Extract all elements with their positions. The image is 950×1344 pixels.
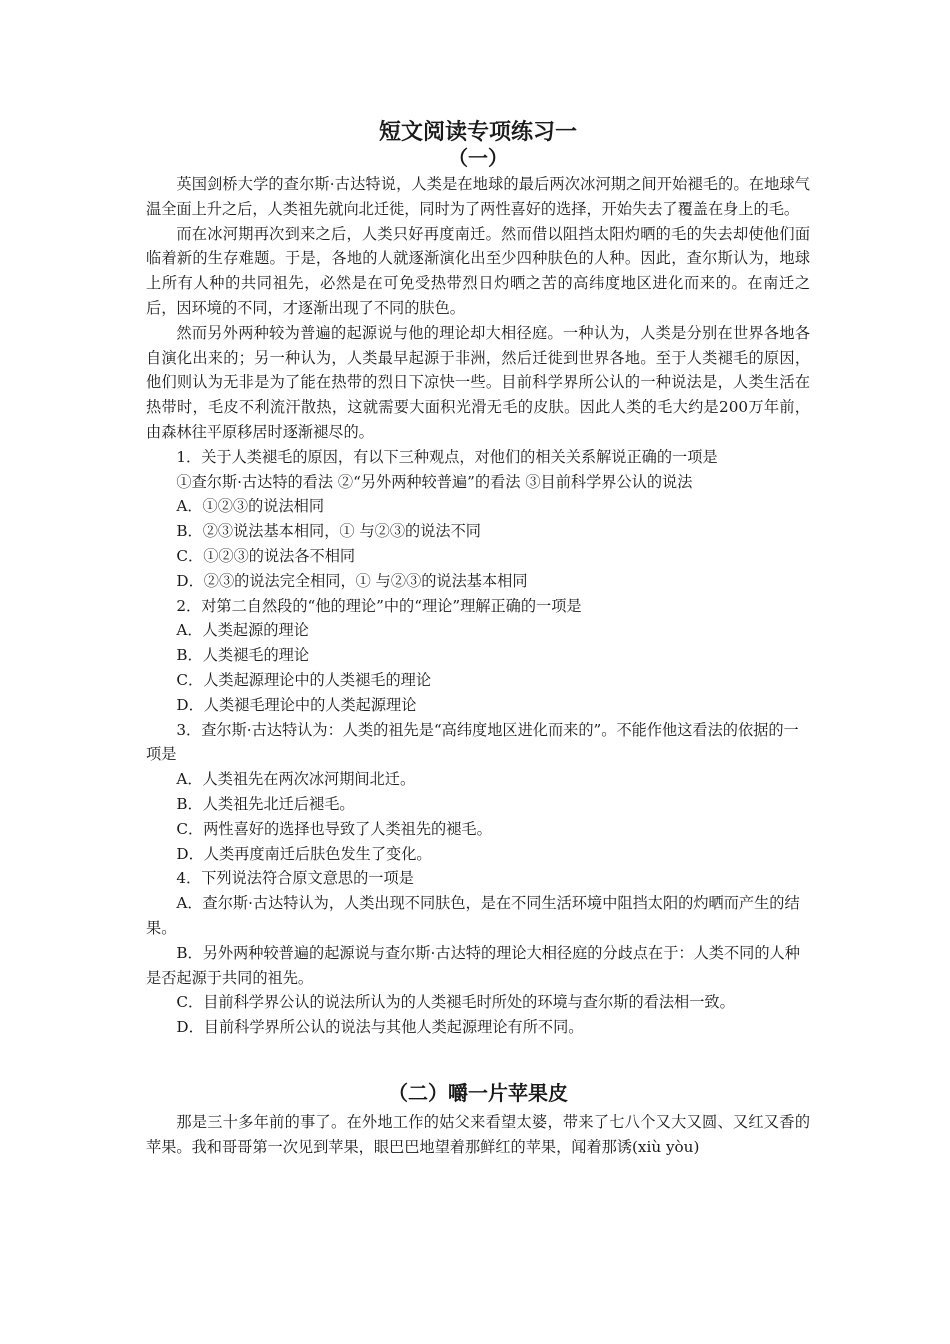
question-2-option-d: D．人类褪毛理论中的人类起源理论	[176, 695, 417, 714]
question-4-option-a: A．查尔斯·古达特认为，人类出现不同肤色，是在不同生活环境中阻挡太阳的灼晒而产生的结果。	[146, 894, 800, 937]
section-gap	[146, 1040, 810, 1078]
question-2-option-b: B．人类褪毛的理论	[176, 646, 310, 665]
question-3-option-b: B．人类祖先北迁后褪毛。	[176, 794, 355, 813]
question-2-option-a: A．人类起源的理论	[176, 621, 309, 640]
question-3-stem: 3．查尔斯·古达特认为：人类的祖先是“高纬度地区进化而来的”。不能作他这看法的依据的一项是	[146, 720, 799, 764]
paragraph-3: 然而另外两种较为普遍的起源说与他的理论却大相径庭。一种认为，人类是分别在世界各地各自演化出来的；另一种认为，人类最早起源于非洲，然后迁徙到世界各地。至于人类褪毛的原因，他们则认为无非是为了能在热带的烈日下凉快一些。目前科学界所公认的一种说法是，人类生活在热带时，毛皮不利流汗散热，这就需要大面积光滑无毛的皮肤。因此人类的毛大约是200万年前，由森林往平原移居时逐渐褪尽的。	[146, 323, 810, 441]
page-title: 短文阅读专项练习一	[378, 119, 577, 145]
paragraph-2: 而在冰河期再次到来之后，人类只好再度南迁。然而借以阻挡太阳灼晒的毛的失去却使他们面临着新的生存难题。于是，各地的人就逐渐演化出至少四种肤色的人种。因此，查尔斯认为，地球上所有人种的共同祖先，必然是在可免受热带烈日灼晒之苦的高纬度地区进化而来的。在南迁之后，因环境的不同，才逐渐出现了不同的肤色。	[146, 224, 810, 317]
question-4-option-c: C．目前科学界公认的说法所认为的人类褪毛时所处的环境与查尔斯的看法相一致。	[176, 993, 735, 1012]
section-2-heading: （二）嚼一片苹果皮	[388, 1080, 568, 1105]
question-1-note: ①查尔斯·古达特的看法 ②“另外两种较普遍”的看法 ③目前科学界公认的说法	[176, 472, 693, 491]
question-1-option-d: D．②③的说法完全相同，① 与②③的说法基本相同	[176, 571, 528, 590]
question-4-option-d: D．目前科学界所公认的说法与其他人类起源理论有所不同。	[176, 1018, 584, 1037]
question-1-option-a: A．①②③的说法相同	[176, 497, 325, 516]
question-3-option-d: D．人类再度南迁后肤色发生了变化。	[176, 844, 432, 863]
question-1-option-b: B．②③说法基本相同，① 与②③的说法不同	[176, 522, 481, 541]
question-1-option-c: C．①②③的说法各不相同	[176, 546, 356, 565]
section-1-heading: （一）	[448, 146, 508, 170]
question-3-option-a: A．人类祖先在两次冰河期间北迁。	[176, 770, 416, 789]
question-2-stem: 2．对第二自然段的“他的理论”中的“理论”理解正确的一项是	[176, 596, 582, 615]
question-3-option-c: C．两性喜好的选择也导致了人类祖先的褪毛。	[176, 819, 492, 838]
question-4-stem: 4．下列说法符合原文意思的一项是	[176, 869, 414, 888]
question-1-stem: 1．关于人类褪毛的原因，有以下三种观点，对他们的相关关系解说正确的一项是	[176, 447, 718, 466]
section-2-paragraph: 那是三十多年前的事了。在外地工作的姑父来看望太婆，带来了七八个又大又圆、又红又香的苹果。我和哥哥第一次见到苹果，眼巴巴地望着那鲜红的苹果，闻着那诱(xiù yòu)	[146, 1112, 810, 1156]
question-4-option-b: B．另外两种较普遍的起源说与查尔斯·古达特的理论大相径庭的分歧点在于：人类不同的人种是否起源于共同的祖先。	[146, 943, 800, 987]
document-body	[146, 118, 810, 1159]
paragraph-1: 英国剑桥大学的查尔斯·古达特说，人类是在地球的最后两次冰河期之间开始褪毛的。在地球气温全面上升之后，人类祖先就向北迁徙，同时为了两性喜好的选择，开始失去了覆盖在身上的毛。	[146, 175, 810, 218]
question-2-option-c: C．人类起源理论中的人类褪毛的理论	[176, 670, 432, 689]
